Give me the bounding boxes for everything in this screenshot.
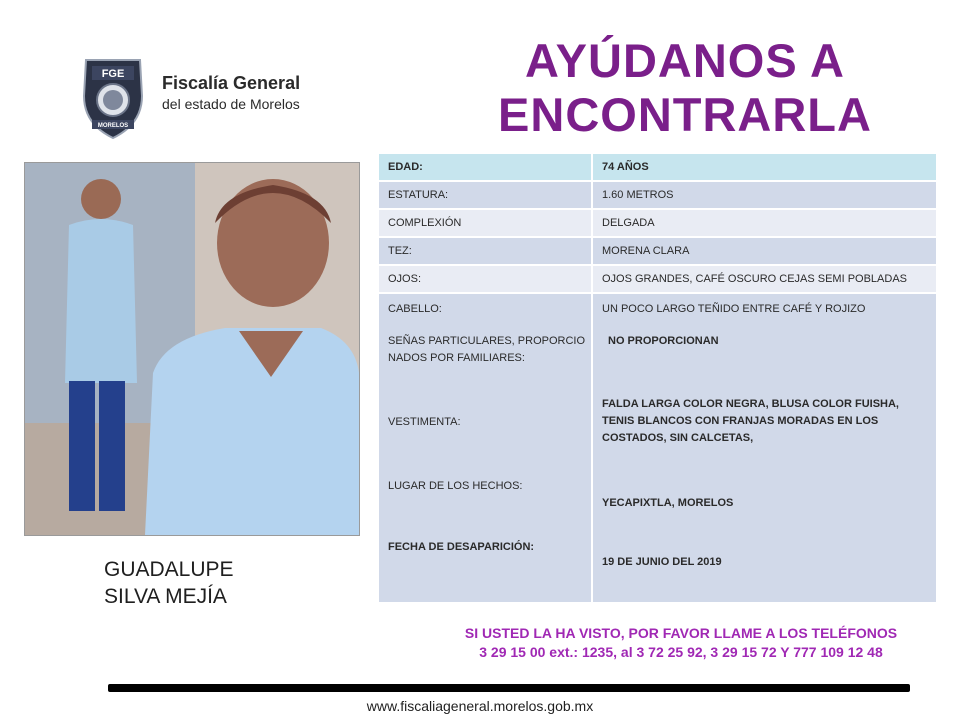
place-label: LUGAR DE LOS HECHOS: <box>388 480 523 492</box>
marks-label-1: SEÑAS PARTICULARES, PROPORCIO <box>388 335 586 347</box>
clothing-label: VESTIMENTA: <box>388 416 461 428</box>
headline <box>440 34 930 142</box>
clothing-value-2: TENIS BLANCOS CON FRANJAS MORADAS EN LOS <box>602 415 879 427</box>
contact-callout <box>420 624 942 662</box>
hair-label: CABELLO: <box>388 303 442 315</box>
callout-line-1: SI USTED LA HA VISTO, POR FAVOR LLAME A LOS TELÉFONOS <box>464 625 898 641</box>
footer-divider <box>108 684 910 692</box>
clothing-value-1: FALDA LARGA COLOR NEGRA, BLUSA COLOR FUISHA, <box>602 398 899 410</box>
height-label: ESTATURA: <box>379 182 591 208</box>
person-first-name: GUADALUPE <box>104 558 234 581</box>
marks-label-2: NADOS POR FAMILIARES: <box>388 352 525 364</box>
row-description <box>379 294 936 602</box>
age-label: EDAD: <box>379 154 591 180</box>
headline-line-1: AYÚDANOS A <box>525 34 845 87</box>
row-height <box>379 182 936 208</box>
person-last-name: SILVA MEJÍA <box>104 585 227 608</box>
build-value: DELGADA <box>593 210 936 236</box>
missing-person-photo <box>24 162 360 536</box>
skin-label: TEZ: <box>379 238 591 264</box>
date-value: 19 DE JUNIO DEL 2019 <box>602 556 722 568</box>
row-eyes <box>379 266 936 292</box>
person-photo-illustration <box>25 163 359 535</box>
skin-value: MORENA CLARA <box>593 238 936 264</box>
details-table <box>379 154 936 602</box>
hair-value: UN POCO LARGO TEÑIDO ENTRE CAFÉ Y ROJIZO <box>602 303 866 315</box>
website-link[interactable]: www.fiscaliageneral.morelos.gob.mx <box>366 698 594 714</box>
headline-line-2: ENCONTRARLA <box>498 88 872 141</box>
row-skin <box>379 238 936 264</box>
org-subtitle: del estado de Morelos <box>162 96 300 112</box>
description-labels <box>379 294 591 602</box>
marks-value: NO PROPORCIONAN <box>608 335 719 347</box>
svg-text:MORELOS: MORELOS <box>97 123 129 129</box>
build-label: COMPLEXIÓN <box>379 210 591 236</box>
description-values <box>593 294 936 602</box>
height-value: 1.60 METROS <box>593 182 936 208</box>
clothing-value-3: COSTADOS, SIN CALCETAS, <box>602 432 754 444</box>
place-value: YECAPIXTLA, MORELOS <box>602 497 734 509</box>
row-age <box>379 154 936 180</box>
row-build <box>379 210 936 236</box>
fge-logo <box>80 56 330 144</box>
person-name <box>104 556 234 610</box>
svg-text:FGE: FGE <box>101 68 125 80</box>
callout-phones: 3 29 15 00 ext.: 1235, al 3 72 25 92, 3 29 15 72 Y 777 109 12 48 <box>479 644 883 660</box>
eyes-label: OJOS: <box>379 266 591 292</box>
date-label: FECHA DE DESAPARICIÓN: <box>388 541 535 553</box>
age-value: 74 AÑOS <box>593 154 936 180</box>
fge-badge-icon <box>80 56 146 140</box>
org-title: Fiscalía General <box>162 73 301 93</box>
eyes-value: OJOS GRANDES, CAFÉ OSCURO CEJAS SEMI POBLADAS <box>593 266 936 292</box>
